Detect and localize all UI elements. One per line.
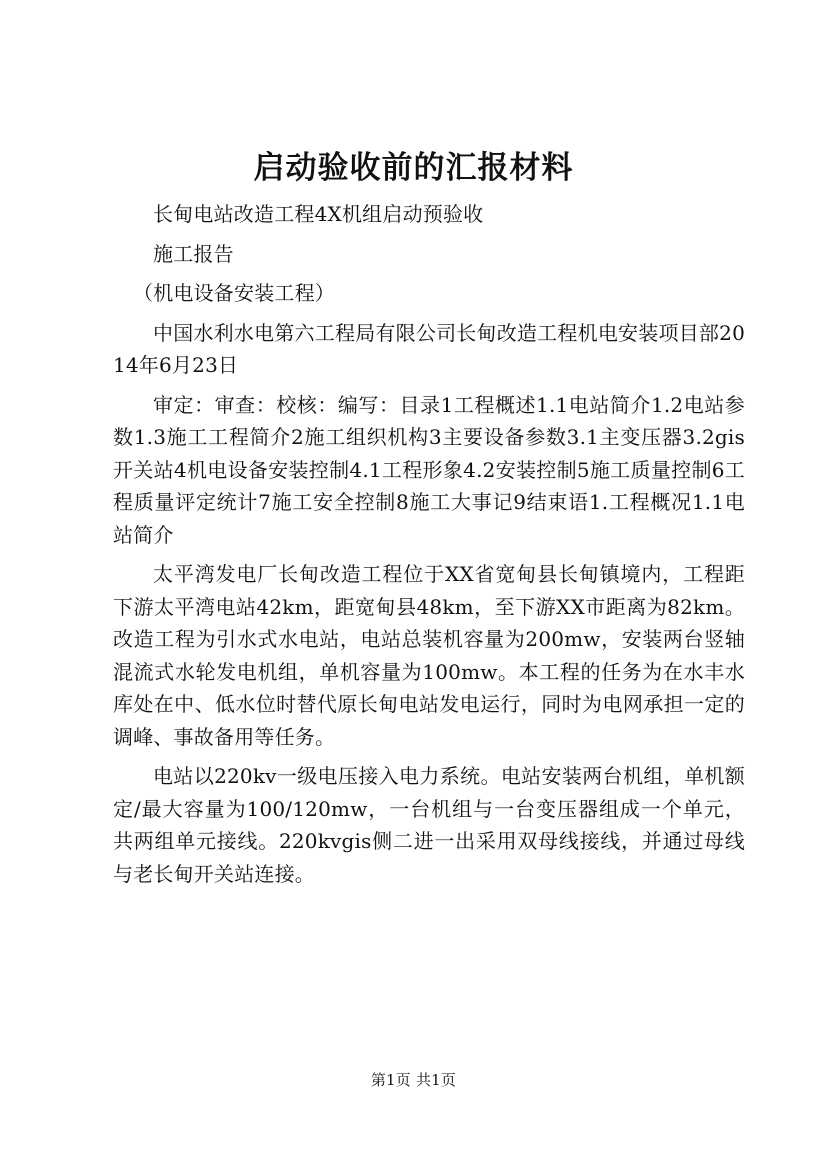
organization-and-date: 中国水利水电第六工程局有限公司长甸改造工程机电安装项目部2014年6月23日: [113, 320, 745, 377]
project-overview-paragraph: 太平湾发电厂长甸改造工程位于XX省宽甸县长甸镇境内，工程距下游太平湾电站42km，距宽甸县48km，至下游XX市距离为82km。改造工程为引水式水电站，电站总装机容量为200mw，安装两台竖轴混流式水轮发电机组，单机容量为100mw。本工程的任务为在水丰水库处在中、低水位时替代原长甸电站发电运行，同时为电网承担一定的调峰、事故备用等任务。: [113, 562, 745, 749]
document-title: 启动验收前的汇报材料: [253, 150, 574, 185]
page-footer: 第1页 共1页: [370, 1071, 457, 1089]
approval-and-contents: 审定：审查：校核：编写：目录1工程概述1.1电站简介1.2电站参数1.3施工工程简介2施工组织机构3主要设备参数3.1主变压器3.2gis开关站4机电设备安装控制4.1工程形象4.2安装控制5施工质量控制6工程质量评定统计7施工安全控制8施工大事记9结束语1.工程概况1.1电站简介: [113, 392, 745, 547]
document-body: [113, 198, 745, 890]
report-type: 施工报告: [153, 241, 234, 266]
power-system-paragraph: 电站以220kv一级电压接入电力系统。电站安装两台机组，单机额定/最大容量为100/120mw，一台机组与一台变压器组成一个单元，共两组单元接线。220kvgis侧二进一出采用双母线接线，并通过母线与老长甸开关站连接。: [113, 764, 745, 886]
report-scope: （机电设备安装工程）: [133, 281, 335, 305]
project-subtitle: 长甸电站改造工程4X机组启动预验收: [153, 202, 484, 226]
